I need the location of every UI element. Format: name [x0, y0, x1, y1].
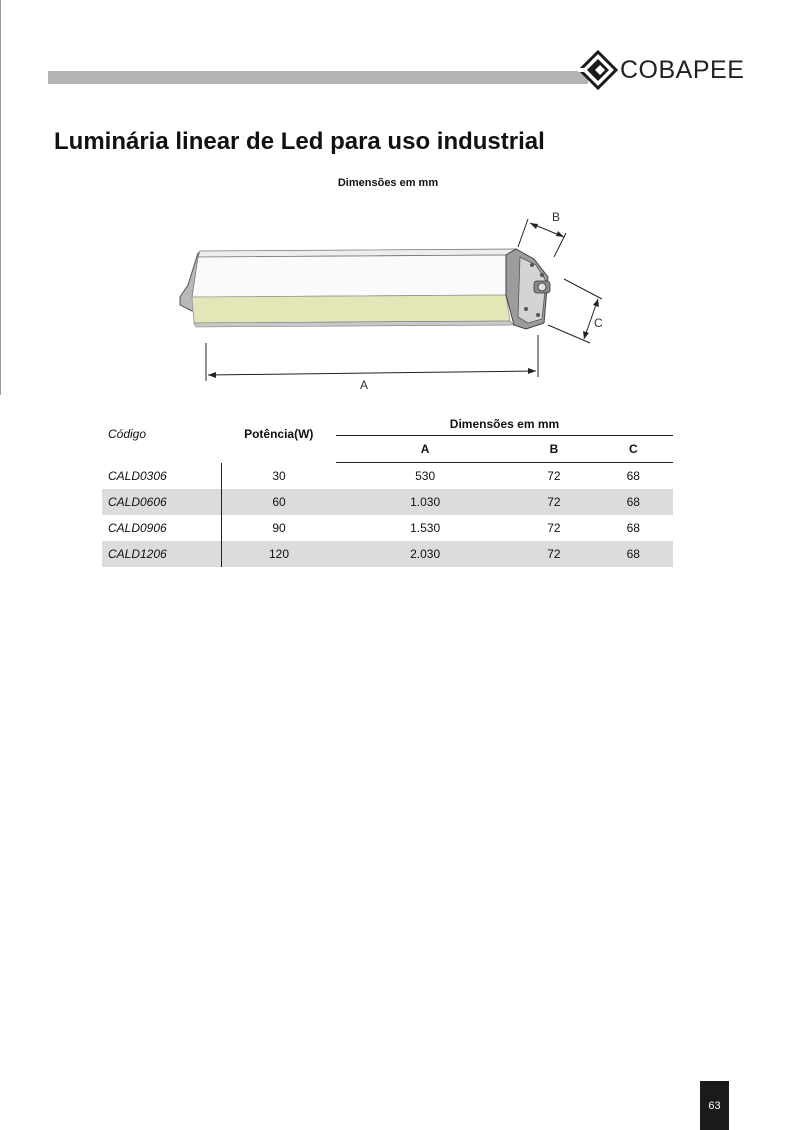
header-a: A	[336, 436, 514, 463]
screw-icon	[524, 307, 528, 311]
dimension-b-label: B	[552, 210, 561, 224]
cell-code: CALD1206	[102, 541, 222, 567]
cell-b: 72	[547, 469, 561, 483]
cobapee-logo-icon	[578, 50, 618, 90]
header-c: C	[594, 436, 673, 463]
arrow-icon	[593, 299, 599, 307]
arrow-icon	[530, 223, 538, 229]
brand-logo	[578, 50, 748, 90]
cell-c: 68	[626, 521, 640, 535]
cell-a: 1.030	[336, 489, 514, 515]
table-row	[102, 489, 673, 515]
cell-b: 72	[514, 489, 593, 515]
cell-power: 60	[222, 489, 337, 515]
left-margin-rule	[0, 0, 1, 395]
dimension-c-label: C	[594, 316, 603, 330]
cell-c: 68	[594, 541, 673, 567]
housing-front-face	[192, 255, 506, 297]
cell-power: 30	[272, 468, 286, 483]
table-row	[102, 515, 673, 541]
luminaire-dimension-drawing	[170, 205, 610, 395]
dimension-b-extension	[518, 219, 528, 247]
cell-code: CALD0906	[102, 515, 222, 541]
page-number	[700, 1081, 729, 1130]
header-dimensions: Dimensões em mm	[449, 417, 560, 431]
screw-icon	[536, 313, 540, 317]
brand-name: COBAPEE	[620, 56, 745, 84]
cell-power: 90	[272, 521, 286, 535]
header-power: Potência(W)	[244, 426, 314, 441]
cell-a: 2.030	[336, 541, 514, 567]
cell-b: 72	[547, 521, 561, 535]
cell-code: CALD0306	[102, 463, 222, 490]
cell-a: 530	[415, 469, 436, 483]
table-row	[102, 541, 673, 567]
page-title: Luminária linear de Led para uso industrial	[54, 128, 545, 155]
table-row	[102, 463, 673, 490]
cell-c: 68	[626, 469, 640, 483]
header-b: B	[514, 436, 593, 463]
dimension-a-line	[208, 371, 536, 375]
cell-c: 68	[594, 489, 673, 515]
cell-b: 72	[514, 541, 593, 567]
arrow-icon	[583, 331, 589, 339]
arrow-right-icon	[528, 368, 536, 374]
specifications-table	[102, 405, 673, 567]
dimension-c-extension	[564, 279, 602, 299]
led-strip	[192, 295, 510, 323]
header-bar	[48, 71, 588, 84]
page-number-text: 63	[708, 1099, 721, 1112]
cell-code: CALD0606	[102, 489, 222, 515]
dimension-b-extension	[554, 233, 566, 257]
connector-icon	[538, 283, 546, 291]
arrow-icon	[556, 231, 564, 237]
dimension-a-label: A	[360, 378, 369, 392]
screw-icon	[540, 273, 544, 277]
cell-a: 1.530	[410, 521, 441, 535]
screw-icon	[530, 263, 534, 267]
header-code: Código	[108, 426, 147, 441]
arrow-left-icon	[208, 372, 216, 378]
cell-power: 120	[222, 541, 337, 567]
figure-caption: Dimensões em mm	[337, 177, 439, 189]
